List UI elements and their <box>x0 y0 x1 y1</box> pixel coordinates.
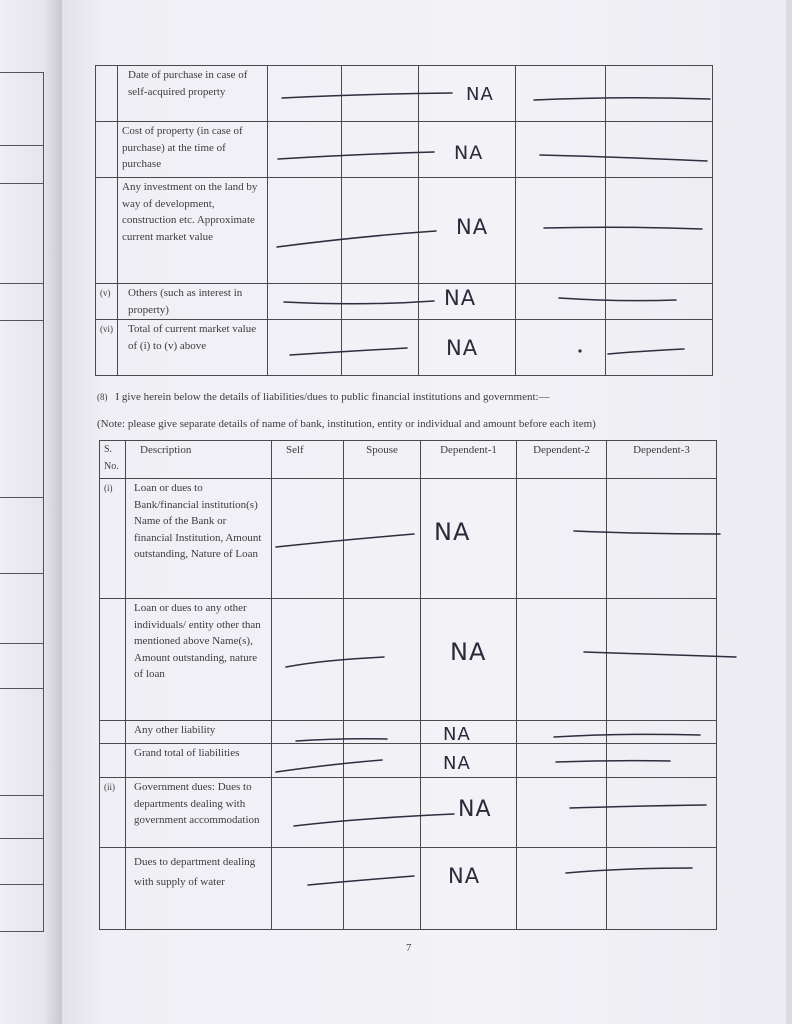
handwritten-entry: NA <box>450 638 487 666</box>
description-cell: Grand total of liabilities <box>126 744 272 778</box>
pen-stroke <box>290 348 407 355</box>
pen-stroke <box>559 298 676 301</box>
adjacent-page-rule <box>0 884 44 885</box>
spouse-header: Spouse <box>344 441 421 479</box>
page-edge <box>786 0 792 1024</box>
pen-stroke <box>566 868 692 873</box>
serial-cell: (ii) <box>100 778 126 848</box>
pen-stroke <box>534 98 710 100</box>
description-cell: Loan or dues to any other individuals/ entity other than mentioned above Name(s), Amount outstanding, nature of loan <box>126 599 272 721</box>
handwritten-entry: NA <box>454 142 484 164</box>
description-cell: Dues to department dealing with supply of water <box>126 848 272 930</box>
dependent-3-header: Dependent-3 <box>607 441 717 479</box>
pen-stroke <box>556 761 670 762</box>
adjacent-page-rule <box>0 183 44 184</box>
handwritten-entry: NA <box>444 286 477 310</box>
description-header: Description <box>126 441 272 479</box>
description-cell: Loan or dues to Bank/financial institution(s) Name of the Bank or financial Institution, Amount outstanding, Nature of Loan <box>126 479 272 599</box>
handwritten-entry: NA <box>458 797 492 822</box>
description-cell: Date of purchase in case of self-acquired property <box>118 66 268 122</box>
pen-stroke <box>278 152 434 159</box>
adjacent-page <box>0 0 62 1024</box>
adjacent-page-table-edge <box>43 72 44 932</box>
handwritten-entry: NA <box>443 753 471 774</box>
handwritten-entry: NA <box>434 518 471 546</box>
pen-stroke <box>296 739 387 741</box>
pen-stroke <box>570 805 706 808</box>
adjacent-page-rule <box>0 497 44 498</box>
description-cell: Any investment on the land by way of development, construction etc. Approximate current market value <box>118 178 268 284</box>
description-cell: Others (such as interest in property) <box>118 284 268 320</box>
adjacent-page-rule <box>0 838 44 839</box>
handwritten-strokes <box>62 0 786 1024</box>
handwritten-entry: NA <box>446 336 479 360</box>
serial-cell: (vi) <box>96 320 118 376</box>
description-cell: Government dues: Dues to departments dealing with government accommodation <box>126 778 272 848</box>
adjacent-page-rule <box>0 643 44 644</box>
adjacent-page-rule <box>0 573 44 574</box>
serial-cell: (v) <box>96 284 118 320</box>
pen-stroke <box>308 876 414 885</box>
pen-stroke <box>584 652 736 657</box>
pen-stroke <box>294 814 454 826</box>
section-heading-text: I give herein below the details of liabilities/dues to public financial institutions and government:— <box>115 391 550 403</box>
section-number: (8) <box>97 392 108 402</box>
pen-stroke <box>554 734 700 737</box>
self-header: Self <box>272 441 344 479</box>
pen-stroke <box>277 231 436 247</box>
pen-dot <box>578 349 581 352</box>
pen-stroke <box>276 760 382 772</box>
pen-stroke <box>286 657 384 667</box>
adjacent-page-rule <box>0 931 44 932</box>
document-page <box>62 0 792 1024</box>
handwritten-entry: NA <box>466 84 494 105</box>
adjacent-page-rule <box>0 283 44 284</box>
dependent-1-header: Dependent-1 <box>421 441 517 479</box>
pen-stroke <box>544 227 702 229</box>
pen-stroke <box>276 534 414 547</box>
adjacent-page-rule <box>0 145 44 146</box>
pen-stroke <box>540 155 707 161</box>
adjacent-page-rule <box>0 72 44 73</box>
handwritten-entry: NA <box>456 215 489 239</box>
adjacent-page-rule <box>0 320 44 321</box>
pen-stroke <box>284 301 434 304</box>
description-cell: Any other liability <box>126 721 272 744</box>
adjacent-page-rule <box>0 688 44 689</box>
section-8-note: (Note: please give separate details of name of bank, institution, entity or individual and amount before each item) <box>97 418 596 430</box>
sno-header: S. No. <box>100 441 126 479</box>
adjacent-page-rule <box>0 795 44 796</box>
pen-stroke <box>282 93 452 98</box>
page-number: 7 <box>406 942 412 954</box>
description-cell: Total of current market value of (i) to (v) above <box>118 320 268 376</box>
pen-stroke <box>574 531 720 534</box>
handwritten-entry: NA <box>443 724 471 745</box>
dependent-2-header: Dependent-2 <box>517 441 607 479</box>
description-cell: Cost of property (in case of purchase) at the time of purchase <box>118 122 268 178</box>
serial-cell: (i) <box>100 479 126 599</box>
handwritten-entry: NA <box>448 864 481 888</box>
pen-stroke <box>608 349 684 354</box>
